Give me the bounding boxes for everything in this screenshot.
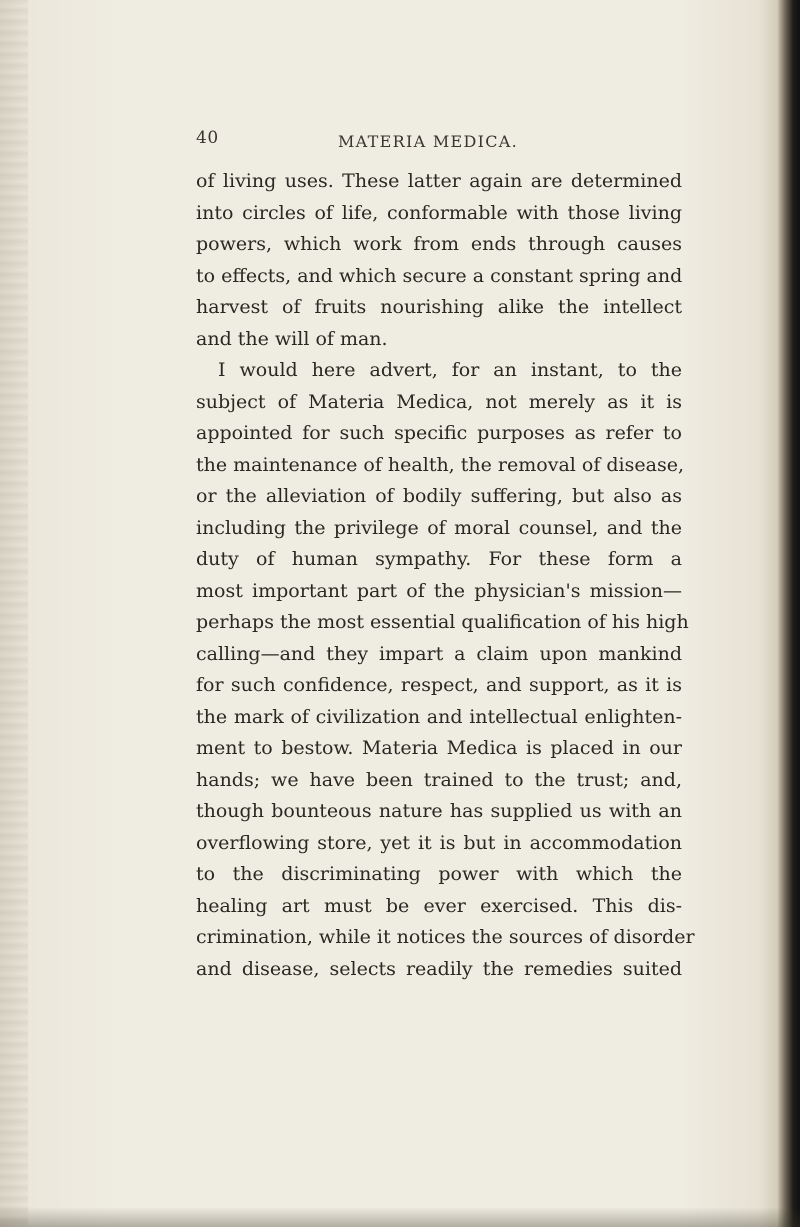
text-line: and disease, selects readily the remedies suited xyxy=(196,957,682,980)
text-line: most important part of the physician's mission— xyxy=(196,579,682,602)
text-line: for such confidence, respect, and support, as it is xyxy=(196,674,682,696)
text-line: perhaps the most essential qualification of his high xyxy=(196,611,689,633)
text-line: including the privilege of moral counsel, and the xyxy=(196,516,682,539)
text-line: and the will of man. xyxy=(196,327,388,350)
text-line: appointed for such specific purposes as refer to xyxy=(196,422,682,444)
text-line: healing art must be ever exercised. This dis- xyxy=(196,894,682,917)
text-line: of living uses. These latter again are determined xyxy=(196,170,682,192)
text-line: overflowing store, yet it is but in accommodation xyxy=(196,831,682,854)
body-text xyxy=(196,166,695,985)
text-line: harvest of fruits nourishing alike the intellect xyxy=(196,296,682,318)
page-bottom-shadow xyxy=(0,1207,800,1227)
text-line: crimination, while it notices the sources of disorder xyxy=(196,926,695,948)
page-number: 40 xyxy=(196,128,219,148)
text-line: into circles of life, conformable with those living xyxy=(196,201,682,224)
text-line: the maintenance of health, the removal of disease, xyxy=(196,453,684,476)
text-line: calling—and they impart a claim upon mankind xyxy=(196,642,682,665)
text-line: subject of Materia Medica, not merely as it is xyxy=(196,390,682,413)
running-head: MATERIA MEDICA. xyxy=(338,132,519,151)
book-binding-shadow xyxy=(778,0,800,1227)
text-line: hands; we have been trained to the trust; and, xyxy=(196,768,682,791)
page-header xyxy=(0,128,800,158)
page-left-edge xyxy=(0,0,28,1227)
text-line: though bounteous nature has supplied us with an xyxy=(196,800,682,822)
text-line: to effects, and which secure a constant spring and xyxy=(196,264,683,287)
text-line: or the alleviation of bodily suffering, but also as xyxy=(196,485,682,507)
text-line: duty of human sympathy. For these form a xyxy=(196,548,682,570)
text-line: to the discriminating power with which the xyxy=(196,863,682,885)
text-line: ment to bestow. Materia Medica is placed in our xyxy=(196,737,682,759)
text-line: the mark of civilization and intellectual enlighten- xyxy=(196,705,682,728)
text-line: I would here advert, for an instant, to the xyxy=(218,359,682,381)
text-line: powers, which work from ends through causes xyxy=(196,233,682,255)
